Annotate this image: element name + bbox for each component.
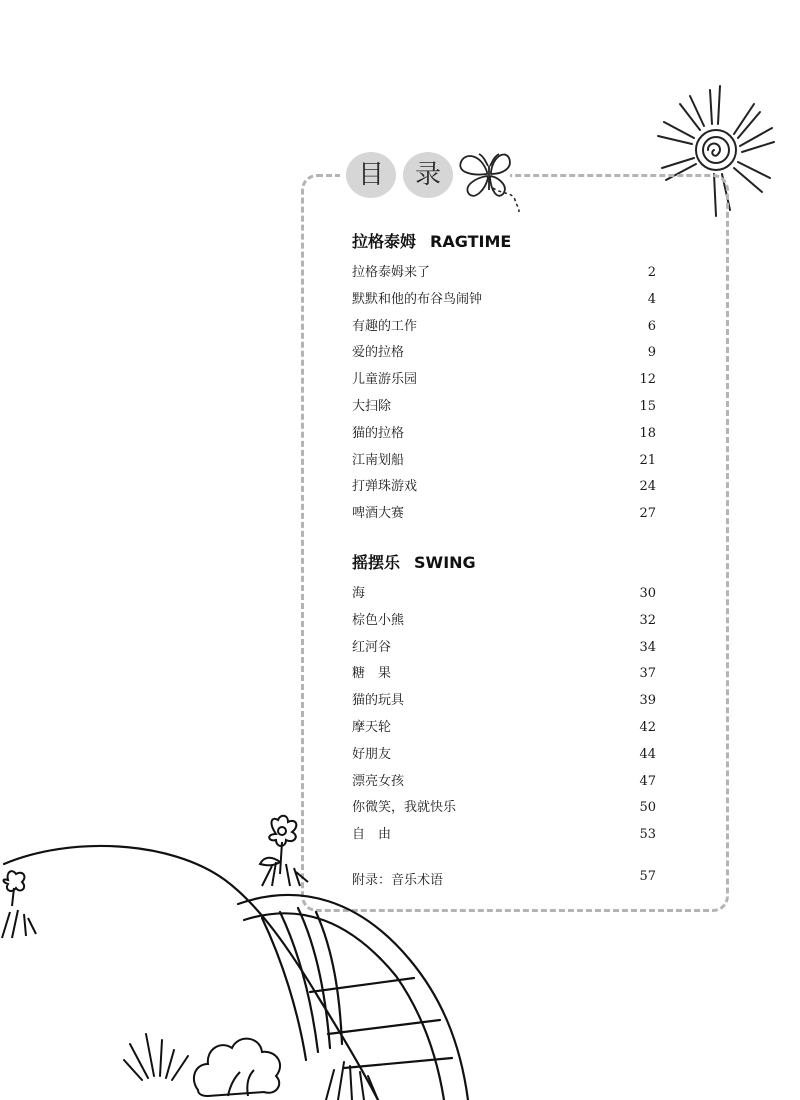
toc-entry[interactable] [352,666,656,693]
grass-icon [320,1050,390,1100]
toc-entry[interactable] [352,586,656,613]
title-char-mu: 目 [346,152,396,198]
section-heading-ragtime [352,229,511,252]
section-heading-en: RAGTIME [430,232,512,251]
toc-entry-title: 漂亮女孩 [352,773,405,789]
toc-entry-title: 猫的玩具 [352,693,405,709]
toc-entry-title: 糖 果 [352,666,392,682]
toc-entry-page: 32 [639,612,656,628]
toc-entry-page: 39 [639,693,656,709]
toc-entry-title: 默默和他的布谷鸟闹钟 [352,291,483,307]
toc-entry-page: 50 [639,800,656,816]
toc-entry[interactable] [352,720,656,747]
toc-entry[interactable] [352,265,656,292]
toc-entry-page: 44 [639,746,656,762]
toc-entry-title: 附录：音乐术语 [352,873,444,888]
section-heading-swing [352,550,476,573]
toc-entry-title: 摩天轮 [352,719,392,735]
flower-icon [250,812,320,892]
toc-entry[interactable] [352,613,656,640]
toc-entry-title: 自 由 [352,827,392,843]
toc-entry[interactable] [352,506,656,533]
toc-entry[interactable] [352,426,656,453]
title-char-lu: 录 [403,152,453,198]
section-heading-cn: 摇摆乐 [352,553,401,572]
butterfly-icon [457,150,527,212]
toc-entry-page: 6 [647,318,656,334]
grass-icon [118,1020,198,1100]
toc-entry-title: 大扫除 [352,398,392,414]
toc-entry-page: 12 [639,372,656,388]
toc-entry[interactable] [352,453,656,480]
toc-entry-title: 爱的拉格 [352,345,405,361]
toc-entry[interactable] [352,747,656,774]
toc-entry-title: 儿童游乐园 [352,372,418,388]
toc-entry-page: 53 [639,827,656,843]
section-heading-cn: 拉格泰姆 [352,232,417,251]
toc-entry-page: 15 [639,398,656,414]
toc-entry-title: 猫的拉格 [352,425,405,441]
toc-entry-page: 24 [639,479,656,495]
toc-entry-page: 9 [647,345,656,361]
toc-entry-page: 21 [639,452,656,468]
toc-entry[interactable] [352,319,656,346]
bush-icon [188,1020,298,1100]
toc-entry-page: 42 [639,719,656,735]
toc-entry-page: 2 [647,265,656,280]
toc-list-ragtime [352,265,656,533]
section-heading-en: SWING [414,553,476,572]
toc-entry[interactable] [352,479,656,506]
toc-entry[interactable] [352,292,656,319]
toc-entry[interactable] [352,372,656,399]
toc-entry-page: 27 [639,506,656,522]
toc-entry-title: 拉格泰姆来了 [352,265,431,280]
toc-entry-page: 18 [639,425,656,441]
toc-entry-title: 红河谷 [352,639,392,655]
toc-entry-page: 30 [639,586,656,601]
toc-entry[interactable] [352,640,656,667]
toc-entry-title: 你微笑，我就快乐 [352,800,457,816]
toc-entry-title: 啤酒大赛 [352,506,405,522]
flower-icon [0,866,50,946]
toc-entry[interactable] [352,345,656,372]
toc-entry-title: 好朋友 [352,746,392,762]
toc-entry-title: 江南划船 [352,452,405,468]
toc-entry-page: 47 [639,773,656,789]
toc-entry-title: 棕色小熊 [352,612,405,628]
toc-entry[interactable] [352,693,656,720]
toc-entry[interactable] [352,399,656,426]
toc-entry-title: 海 [352,586,366,601]
toc-entry[interactable] [352,774,656,801]
toc-entry-title: 打弹珠游戏 [352,479,418,495]
toc-entry-page: 57 [639,869,656,884]
toc-entry-page: 34 [639,639,656,655]
toc-entry-page: 37 [639,666,656,682]
toc-entry-page: 4 [647,291,656,307]
toc-entry-title: 有趣的工作 [352,318,418,334]
